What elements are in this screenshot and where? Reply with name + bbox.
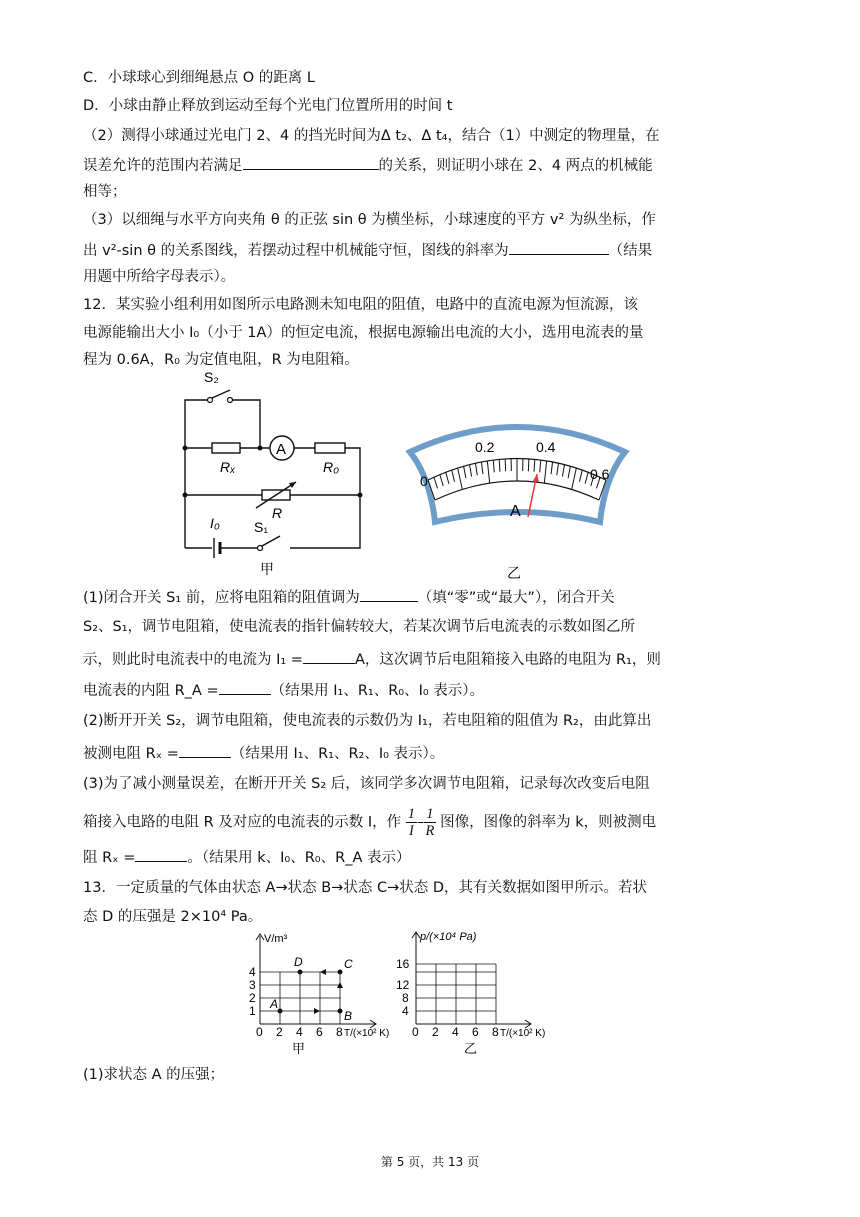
- answer-blank[interactable]: [135, 846, 187, 862]
- q12-s3-line2: 箱接入电路的电阻 R 及对应的电流表的示数 I，作 $\frac{1}{I}$ – $\frac{1}{R}$ 图像，图像的斜率为 k，则被测电: [83, 806, 657, 839]
- q12-intro-3: 程为 0.6A，R₀ 为定值电阻，R 为电阻箱。: [83, 352, 359, 368]
- dial-tick: [528, 459, 529, 471]
- label-ammeter: A: [276, 441, 287, 458]
- ytick: 3: [249, 978, 256, 992]
- q11-part3-line3: 用题中所给字母表示）。: [83, 269, 236, 285]
- q12-text: 阻 Rₓ =: [83, 850, 136, 866]
- label-r0: R₀: [323, 459, 340, 475]
- xtick: 2: [276, 1025, 283, 1039]
- q12-s1-line3: [83, 648, 661, 670]
- option-d: D．小球由静止释放到运动至每个光电门位置所用的时间 t: [83, 98, 453, 114]
- caption-jia: 甲: [260, 561, 274, 577]
- dial-label-04: 0.4: [536, 439, 556, 455]
- xtick: 6: [316, 1025, 323, 1039]
- answer-blank[interactable]: [509, 239, 609, 255]
- label-r: R: [272, 505, 283, 521]
- q11-text: 出 v²-sin θ 的关系图线，若摆动过程中机械能守恒，图线的斜率为: [83, 243, 509, 259]
- t-axis-label: T/(×10² K): [500, 1028, 546, 1039]
- xtick: 8: [492, 1025, 499, 1039]
- dial-label-02: 0.2: [475, 439, 495, 455]
- fraction-1-over-i: [406, 806, 417, 839]
- answer-blank[interactable]: [219, 679, 271, 695]
- q12-text: （填“零”或“最大”），闭合开关: [417, 590, 615, 606]
- q12-s3-line3: [83, 846, 410, 868]
- q11-part3-line1: （3）以细绳与水平方向夹角 θ 的正弦 sin θ 为横坐标，小球速度的平方 v² 为纵坐标，作: [83, 212, 656, 228]
- frac-den: R: [425, 823, 435, 839]
- xtick: 8: [336, 1025, 343, 1039]
- xtick: 4: [452, 1025, 459, 1039]
- q12-text: 示，则此时电流表中的电流为 I₁ =: [83, 652, 303, 668]
- ytick: 8: [402, 991, 409, 1005]
- q13-part1: (1)求状态 A 的压强；: [83, 1067, 225, 1083]
- q12-intro-1: 12．某实验小组利用如图所示电路测未知电阻的阻值，电路中的直流电源为恒流源，该: [83, 297, 638, 313]
- label-s2: S₂: [204, 369, 219, 385]
- q12-text: A，这次调节后电阻箱接入电路的电阻为 R₁，则: [354, 652, 661, 668]
- dial-label-0: 0: [420, 473, 428, 489]
- xtick: 4: [296, 1025, 303, 1039]
- circuit-diagram: [170, 368, 380, 578]
- option-c: C．小球球心到细绳悬点 O 的距离 L: [83, 70, 315, 86]
- answer-blank[interactable]: [360, 586, 418, 602]
- q12-text: 图像，图像的斜率为 k，则被测电: [440, 814, 657, 831]
- point-b: B: [344, 1009, 353, 1023]
- dial-unit: A: [510, 503, 521, 520]
- q12-text: （结果用 I₁、R₁、R₂、I₀ 表示）。: [230, 746, 445, 762]
- dial-tick: [505, 459, 506, 471]
- answer-blank[interactable]: [243, 154, 379, 170]
- answer-blank[interactable]: [179, 742, 231, 758]
- q11-part3-line2: [83, 239, 652, 261]
- page-footer: 第 5 页，共 13 页: [380, 1155, 480, 1169]
- q12-s1-line2: S₂、S₁，调节电阻箱，使电流表的指针偏转较大，若某次调节后电流表的示数如图乙所: [83, 619, 636, 635]
- q12-text: （结果用 I₁、R₁、R₀、I₀ 表示）。: [270, 683, 485, 699]
- v-axis-label: V/m³: [264, 933, 288, 945]
- r0-resistor: [315, 443, 345, 453]
- q12-text: (1)闭合开关 S₁ 前，应将电阻箱的阻值调为: [83, 590, 360, 606]
- caption-yi: 乙: [507, 565, 521, 581]
- q13-intro-2: 态 D 的压强是 2×10⁴ Pa。: [83, 909, 263, 925]
- q12-s3-line1: (3)为了减小测量误差，在断开开关 S₂ 后，该同学多次调节电阻箱，记录每次改变后电阻: [83, 776, 650, 792]
- q12-s1-line1: [83, 586, 615, 608]
- p-axis-label: p/(×10⁴ Pa): [420, 931, 477, 943]
- q12-s1-line4: [83, 679, 484, 701]
- q11-part2-line3: 相等；: [83, 184, 127, 200]
- q11-part2-line2: [83, 154, 653, 176]
- answer-blank[interactable]: [303, 648, 355, 664]
- xtick: 0: [256, 1025, 263, 1039]
- ytick: 4: [249, 965, 256, 979]
- xtick: 0: [412, 1025, 419, 1039]
- caption-yi: 乙: [464, 1041, 478, 1056]
- ytick: 4: [402, 1004, 409, 1018]
- q12-text: 被测电阻 Rₓ =: [83, 746, 179, 762]
- ytick: 12: [396, 978, 410, 992]
- q11-part2-line1: （2）测得小球通过光电门 2、4 的挡光时间为Δ t₂、Δ t₄，结合（1）中测定的物理量，在: [83, 128, 660, 144]
- q12-text: 。（结果用 k、I₀、R₀、R_A 表示）: [187, 850, 411, 866]
- vt-graph: [240, 928, 410, 1058]
- pt-graph: [390, 928, 570, 1058]
- q13-intro-1: 13．一定质量的气体由状态 A→状态 B→状态 C→状态 D，其有关数据如图甲所示。若状: [83, 880, 647, 896]
- q12-intro-2: 电源能输出大小 I₀（小于 1A）的恒定电流，根据电源输出电流的大小，选用电流表的量: [83, 325, 644, 341]
- q12-s2-line2: [83, 742, 444, 764]
- frac-num: 1: [407, 806, 416, 822]
- rx-resistor: [212, 443, 240, 453]
- q12-text: 箱接入电路的电阻 R 及对应的电流表的示数 I，作: [83, 814, 402, 831]
- ammeter-dial: [400, 422, 635, 582]
- label-s1: S₁: [254, 519, 269, 535]
- q12-s2-line1: (2)断开开关 S₂，调节电阻箱，使电流表的示数仍为 I₁，若电阻箱的阻值为 R₂，由此算出: [83, 713, 652, 729]
- q11-text: 误差允许的范围内若满足: [83, 158, 243, 174]
- ytick: 16: [396, 957, 410, 971]
- point-c: C: [344, 957, 353, 971]
- label-rx: Rₓ: [220, 459, 236, 475]
- frac-num: 1: [426, 806, 434, 822]
- ytick: 1: [249, 1004, 256, 1018]
- caption-jia: 甲: [292, 1041, 306, 1056]
- q12-text: 电流表的内阻 R_A =: [83, 683, 219, 699]
- t-axis-label: T/(×10² K): [344, 1028, 390, 1039]
- xtick: 2: [432, 1025, 439, 1039]
- q11-text: 的关系，则证明小球在 2、4 两点的机械能: [378, 158, 653, 174]
- dial-label-06: 0.6: [590, 466, 610, 482]
- fraction-1-over-r: [424, 806, 435, 839]
- point-a: A: [270, 997, 279, 1011]
- frac-den: I: [409, 823, 414, 839]
- q11-text: （结果: [608, 243, 653, 259]
- label-i0: I₀: [210, 515, 220, 531]
- xtick: 6: [472, 1025, 479, 1039]
- ytick: 2: [249, 991, 256, 1005]
- point-d: D: [294, 955, 303, 969]
